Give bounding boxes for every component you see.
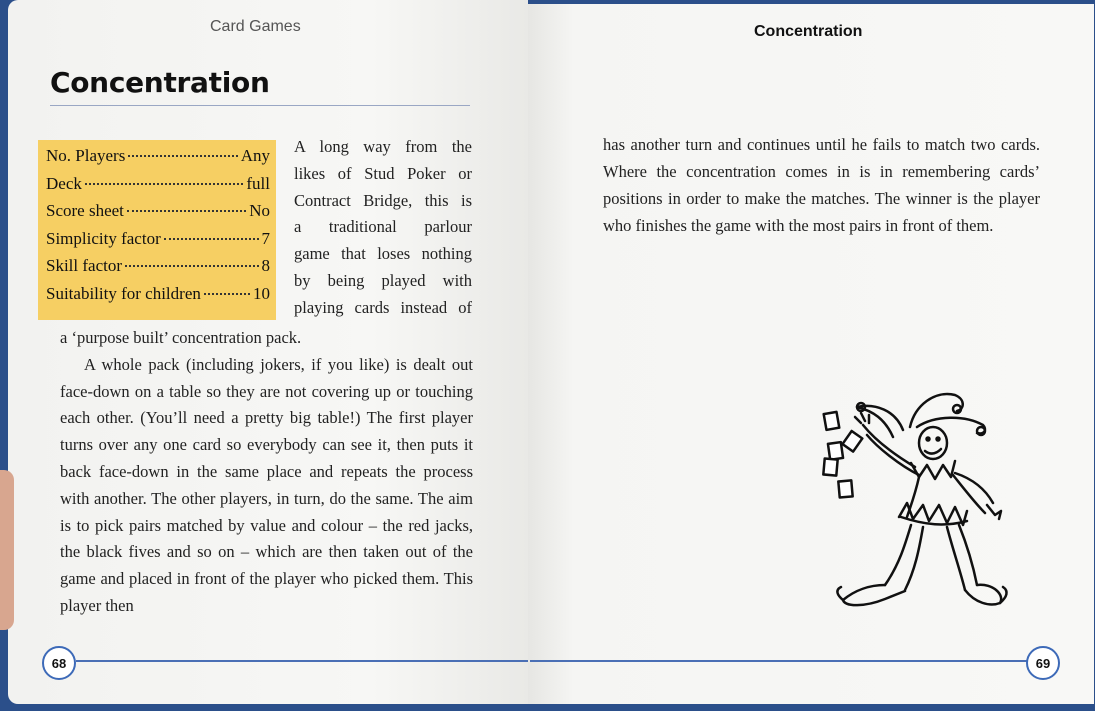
info-value: Any [240, 146, 270, 165]
info-value: 10 [253, 283, 270, 303]
leader-dots [128, 155, 237, 157]
info-label: Simplicity factor [46, 228, 161, 248]
leader-dots [164, 238, 259, 240]
paragraph: A whole pack (including jokers, if you like) is dealt out face-down on a table so they are not covering up or touching each other. (You’ll need a pretty big table!) The first player turns over any one card so everybody can see it, then puts it back face-down in the same place and repeats the process with another. The other players, in turn, do the same. The aim is to pick pairs matched by value and colour – the red jacks, the black fives and so on – which are then taken out of the game and placed in front of the player who picked them. This player then [60, 354, 473, 615]
text-line: playing cards instead of [294, 297, 472, 317]
info-row [46, 174, 270, 202]
text-line: A long way from the [294, 137, 472, 156]
paragraph: a ‘purpose built’ concentration pack. [60, 328, 302, 347]
info-label: Score sheet [46, 201, 124, 220]
info-row [46, 256, 270, 284]
footer-rule-right [530, 660, 1027, 662]
info-label: Skill factor [46, 256, 123, 275]
page-title: Concentration [50, 66, 270, 99]
text-line: likes of Stud Poker or [294, 163, 472, 183]
paragraph: has another turn and continues until he fails to match two cards. Where the concentration comes in is in remembering cards’ positions in order to make the matches. The winner is the player who finishes the game with the most pairs in front of them. [603, 135, 1040, 235]
page-number-left: 68 [42, 646, 76, 680]
leader-dots [125, 265, 258, 267]
info-row [46, 229, 270, 257]
info-label: Suitability for children [46, 283, 201, 303]
leader-dots [85, 183, 244, 185]
intro-column [294, 134, 472, 322]
text-line: a traditional parlour [294, 217, 472, 237]
text-line: game that loses nothing [294, 244, 472, 264]
info-label: No. Players [46, 146, 126, 165]
game-info-box [38, 140, 276, 320]
title-divider [50, 105, 470, 106]
info-row [46, 284, 270, 312]
reader-thumb [0, 470, 14, 630]
text-line: Contract Bridge, this is [294, 190, 472, 210]
text-line: by being played with [294, 270, 472, 290]
running-head-left: Card Games [210, 18, 301, 35]
info-row [46, 201, 270, 229]
footer-rule-left [76, 660, 528, 662]
info-value: 8 [261, 256, 270, 275]
leader-dots [127, 210, 246, 212]
leader-dots [204, 293, 250, 295]
jester-juggling-cards-icon [815, 385, 1020, 615]
info-label: Deck [46, 173, 82, 193]
page-number-right: 69 [1026, 646, 1060, 680]
info-value: No [249, 201, 270, 220]
info-row [46, 146, 270, 174]
right-body-text [603, 131, 1040, 239]
running-head-right: Concentration [754, 23, 863, 40]
info-value: full [246, 173, 270, 193]
left-body-text [60, 325, 473, 620]
info-value: 7 [261, 228, 270, 248]
